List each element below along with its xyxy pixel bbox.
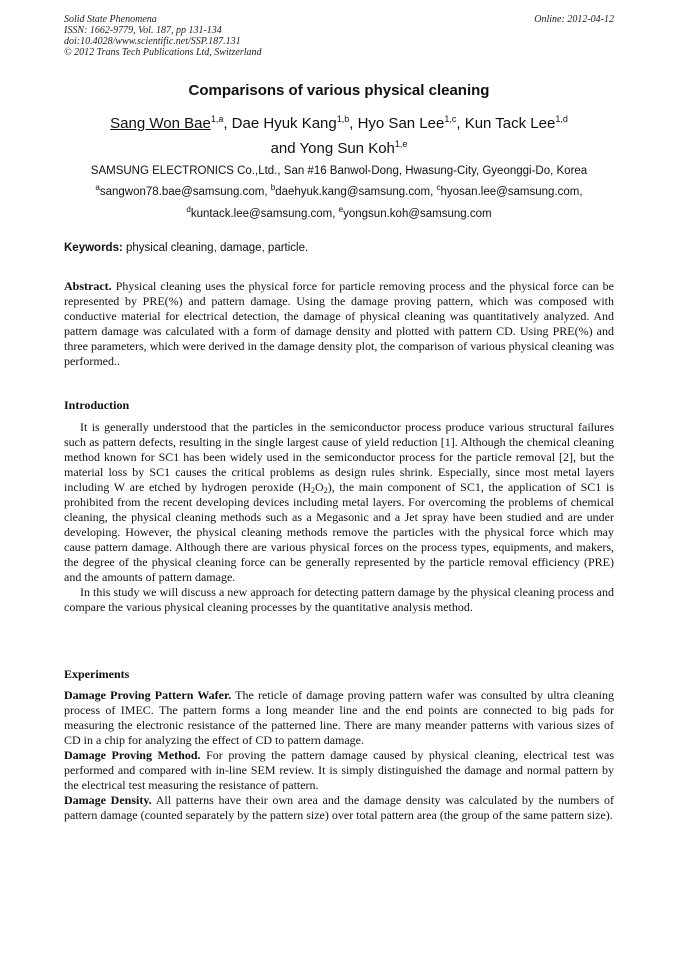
abstract: [64, 279, 614, 369]
experiment-paragraph: Damage Proving Pattern Wafer. The reticle of damage proving pattern wafer was consulted by ultra cleaning process of IMEC. The pattern forms a long meander line and the end points are connected to big pads for measuring the electronic resistance of the patterned line. There are many meander patterns with various sizes of CD in a chip for analyzing the effect of CD to pattern damage.: [64, 688, 614, 747]
email: $^e$yongsun.koh@samsung.com: [338, 205, 492, 220]
experiment-paragraph: Damage Proving Method. For proving the pattern damage caused by physical cleaning, electrical test was performed and compared with in-line SEM review. It is simply distinguished the damage and normal pattern by the electrical test measuring the resistance of pattern.: [64, 748, 614, 792]
experiments-heading: Experiments: [64, 667, 130, 681]
abstract-label: Abstract.: [64, 279, 112, 293]
keywords: [64, 242, 614, 254]
experiments-body: [64, 688, 614, 823]
author-line-1: Sang Won Bae$^{1,a}$, Dae Hyuk Kang$^{1,b}$, Hyo San Lee$^{1,c}$, Kun Tack Lee$^{1,d}$: [110, 114, 568, 132]
author-line-2: [0, 140, 678, 157]
affiliation: SAMSUNG ELECTRONICS Co.,Ltd., San #16 Banwol-Dong, Hwasung-City, Gyeonggi-Do, Korea: [90, 165, 588, 177]
intro-paragraph-1: It is generally understood that the particles in the semiconductor process produce various structural failures such as pattern defects, resulting in the single largest cause of yield reduction [1]. Although the chemical cleaning method known for SC1 has been widely used in the semiconductor process for the particle removal [2], but the material loss by SC1 causes the critical problems as design rules shrink. Especially, since most metal layers including W are etched by hydrogen peroxide $(H_2O_2)$, the main component of SC1, the application of SC1 is prohibited from the recent developing devices including metal layers. For overcoming the problems of chemical cleaning, the physical cleaning methods such as a Megasonic and a Jet spray have been studied and are under developing. However, the physical cleaning methods remove the particles with the physical force which may cause pattern damage. Although there are various physical forces on the process types, equipments, and makers, the degree of the physical cleaning force can be generally represented by the particle removal efficiency (PRE) and the amounts of pattern damage.: [64, 420, 615, 584]
email-line-1: [0, 183, 678, 198]
journal-header: [64, 14, 262, 58]
introduction-body: [64, 420, 614, 615]
keywords-text: physical cleaning, damage, particle.: [126, 242, 309, 254]
email: $^a$sangwon78.bae@samsung.com,: [95, 183, 268, 198]
journal-name: Solid State Phenomena: [64, 14, 157, 25]
copyright: © 2012 Trans Tech Publications Ltd, Switzerland: [64, 47, 262, 58]
email-line-2: [0, 205, 678, 220]
experiment-paragraph: Damage Density. All patterns have their own area and the damage density was calculated by the numbers of pattern damage (counted separately by the pattern size) over total pattern area (the group of the same pattern size).: [64, 793, 615, 822]
author-conjunction: and: [270, 140, 296, 157]
author: Kun Tack Lee$^{1,d}$: [464, 114, 568, 132]
author: Yong Sun Koh$^{1,e}$: [299, 139, 408, 157]
author: Dae Hyuk Kang$^{1,b}$: [231, 114, 350, 132]
author: Sang Won Bae$^{1,a}$: [110, 114, 224, 132]
doi: doi:10.4028/www.scientific.net/SSP.187.131: [64, 36, 241, 47]
keywords-label: Keywords:: [64, 242, 123, 254]
email: $^d$kuntack.lee@samsung.com,: [186, 205, 336, 220]
introduction-heading: Introduction: [64, 398, 130, 412]
issn: ISSN: 1662-9779, Vol. 187, pp 131-134: [64, 25, 222, 36]
email: $^c$hyosan.lee@samsung.com,: [436, 183, 583, 198]
online-date: Online: 2012-04-12: [534, 14, 614, 25]
email: $^b$daehyuk.kang@samsung.com,: [270, 183, 434, 198]
abstract-text: Physical cleaning uses the physical force for particle removing process and the physical force can be represented by PRE(%) and pattern damage. Using the damage proving pattern, which was composed with conductive material for electrical detection, the damage of physical cleaning was quantitatively analyzed. And pattern damage was calculated with a form of damage density and plotted with pattern CD. Using PRE(%) and three parameters, which were derived in the damage density plot, the comparison of various physical cleaning was performed..: [64, 279, 615, 368]
author: Hyo San Lee$^{1,c}$: [357, 114, 457, 132]
intro-paragraph-2: In this study we will discuss a new approach for detecting pattern damage by the physical cleaning process and compare the various physical cleaning processes by the quantitative analysis method.: [64, 585, 614, 614]
paper-title: Comparisons of various physical cleaning: [188, 82, 490, 99]
